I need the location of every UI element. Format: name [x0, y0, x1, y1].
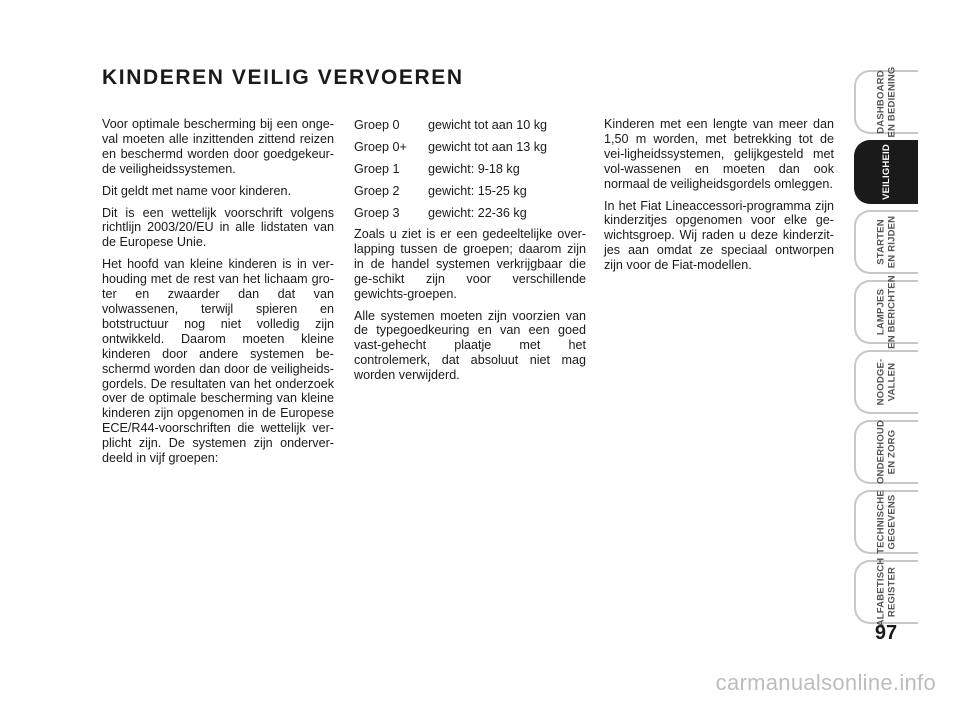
group-weight: gewicht tot aan 13 kg [428, 140, 548, 154]
group-weight: gewicht: 9-18 kg [428, 162, 520, 176]
tab-lampjes[interactable] [854, 275, 918, 349]
page-title: KINDEREN VEILIG VERVOEREN [102, 66, 464, 89]
group-row [354, 139, 586, 156]
section-tabs [854, 66, 918, 630]
group-name: Groep 1 [354, 162, 400, 176]
text-column-2 [354, 117, 586, 390]
tab-onderhoud[interactable] [854, 420, 918, 484]
tab-dashboard[interactable] [854, 66, 918, 138]
tab-starten[interactable] [854, 210, 918, 274]
tab-label: STARTEN EN RIJDEN [875, 215, 897, 269]
paragraph: In het Fiat Lineaccessori-programma zijn kinderzitjes opgenomen voor elke ge-wichtsgroep. Wij raden u deze kinderzit-jes aan omdat ze speciaal ontworpen zijn voor de Fiat-modellen. [604, 198, 834, 273]
group-weight: gewicht: 15-25 kg [428, 184, 527, 198]
paragraph: Het hoofd van kleine kinderen is in ver-houding met de rest van het lichaam gro-ter en zwaarder dan dat van volwassenen, terwijl spieren en botstructuur nog niet volledig zijn ontwikkeld. Daarom moeten kleine kinderen door andere systemen be-schermd worden dan door de veiligheids-gordels. De resultaten van het onderzoek over de optimale bescherming van kleine kinderen zijn opgenomen in de Europese ECE/R44-voorschriften die wettelijk ver-plicht zijn. De systemen zijn onderver-deeld in vijf groepen: [102, 257, 334, 466]
group-name: Groep 0+ [354, 140, 407, 154]
text-column-1 [102, 117, 334, 473]
group-row [354, 183, 586, 200]
tab-label: ALFABETISCH REGISTER [875, 557, 897, 627]
tab-label: LAMPJES EN BERICHTEN [875, 275, 897, 349]
paragraph: Alle systemen moeten zijn voorzien van de typegoedkeuring en van een goed vast-gehecht plaatje met het controlemerk, dat absoluut niet mag worden verwijderd. [354, 308, 586, 383]
tab-technische[interactable] [854, 490, 918, 554]
tab-veiligheid[interactable] [854, 140, 918, 204]
tab-label: DASHBOARD EN BEDIENING [875, 66, 897, 138]
tab-label: ONDERHOUD EN ZORG [875, 419, 897, 485]
text-column-3 [604, 117, 834, 280]
group-name: Groep 3 [354, 206, 400, 220]
paragraph: Voor optimale bescherming bij een onge-val moeten alle inzittenden zittend reizen en beschermd worden door goedgekeur-de veiligheidssystemen. [102, 117, 334, 176]
group-weight: gewicht: 22-36 kg [428, 206, 527, 220]
group-row [354, 205, 586, 222]
group-name: Groep 0 [354, 118, 400, 132]
group-row [354, 117, 586, 134]
group-row [354, 161, 586, 178]
paragraph: Dit is een wettelijk voorschrift volgens richtlijn 2003/20/EU in alle lidstaten van de Europese Unie. [102, 205, 334, 250]
tab-label: VEILIGHEID [880, 144, 892, 200]
tab-register[interactable] [854, 557, 918, 627]
group-name: Groep 2 [354, 184, 400, 198]
group-weight: gewicht tot aan 10 kg [428, 118, 548, 132]
paragraph: Zoals u ziet is er een gedeeltelijke over-lapping tussen de groepen; daarom zijn in de handel systemen verkrijgbaar die ge-schikt zijn voor verschillende gewichts-groepen. [354, 227, 586, 301]
tab-label: NOODGE- VALLEN [875, 358, 897, 406]
page-number: 97 [874, 622, 898, 644]
paragraph: Kinderen met een lengte van meer dan 1,50 m worden, met betrekking tot de vei-ligheidssystemen, gelijkgesteld met vol-wassenen en moeten dan ook normaal de veiligheidsgordels omleggen. [604, 117, 834, 191]
tab-label: TECHNISCHE GEGEVENS [875, 490, 897, 554]
paragraph: Dit geldt met name voor kinderen. [102, 183, 291, 198]
watermark: carmanualsonline.info [715, 670, 936, 695]
tab-noodgevallen[interactable] [854, 350, 918, 414]
